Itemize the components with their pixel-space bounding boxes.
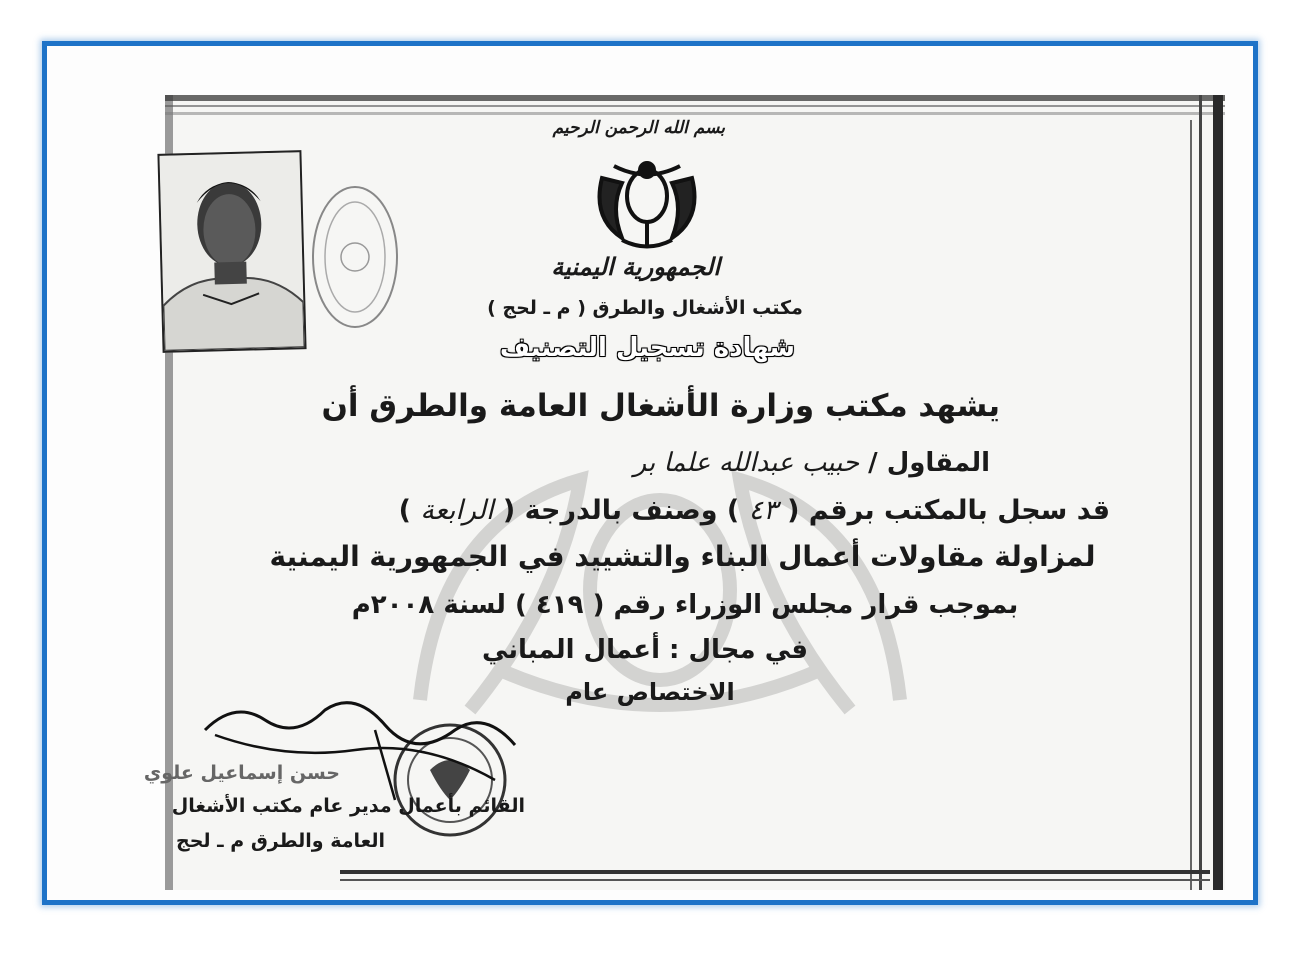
border-right xyxy=(1213,95,1223,890)
specialty-line: الاختصاص عام xyxy=(565,678,735,706)
grade-value: الرابعة xyxy=(420,495,494,526)
scope-line: لمزاولة مقاولات أعمال البناء والتشييد في الجمهورية اليمنية xyxy=(269,540,1096,573)
decree-line: بموجب قرار مجلس الوزراء رقم ( ٤١٩ ) لسنة ٢٠٠٨م xyxy=(351,590,1019,620)
signature-mark xyxy=(143,690,535,810)
border-top xyxy=(165,95,1225,101)
registration-line xyxy=(320,495,1110,526)
republic-heading: الجمهورية اليمنية xyxy=(551,252,720,281)
office-heading: مكتب الأشغال والطرق ( م ـ لحج ) xyxy=(487,297,803,319)
contractor-label: المقاول / xyxy=(868,448,990,478)
signer-title: القائم بأعمال مدير عام مكتب الأشغال xyxy=(171,795,525,817)
bismillah-text: بسم الله الرحمن الرحيم xyxy=(552,118,725,138)
border-top-inner2 xyxy=(165,112,1225,115)
signer-title-2: العامة والطرق م ـ لحج xyxy=(176,830,385,852)
grade-suffix: ) xyxy=(398,495,411,526)
stamp-icon xyxy=(285,182,400,332)
border-right-inner2 xyxy=(1190,120,1192,890)
field-line: في مجال : أعمال المباني xyxy=(481,635,809,665)
contractor-name: حبيب عبدالله علما بر xyxy=(633,448,860,478)
signer-name: حسن إسماعيل علوي xyxy=(143,762,340,784)
contractor-line xyxy=(570,448,990,478)
emblem-icon xyxy=(592,148,702,258)
border-top-inner xyxy=(165,105,1225,107)
border-right-inner xyxy=(1199,95,1202,890)
testify-line: يشهد مكتب وزارة الأشغال العامة والطرق أن xyxy=(321,388,1000,424)
registration-number: ٤٣ xyxy=(748,495,778,526)
registered-prefix: قد سجل بالمكتب برقم ( xyxy=(787,495,1110,526)
grade-prefix: ) وصنف بالدرجة ( xyxy=(502,495,740,526)
border-bottom xyxy=(340,870,1210,874)
border-bottom-inner xyxy=(340,879,1210,881)
certificate-title: شهادة تسجيل التصنيف xyxy=(499,333,795,363)
